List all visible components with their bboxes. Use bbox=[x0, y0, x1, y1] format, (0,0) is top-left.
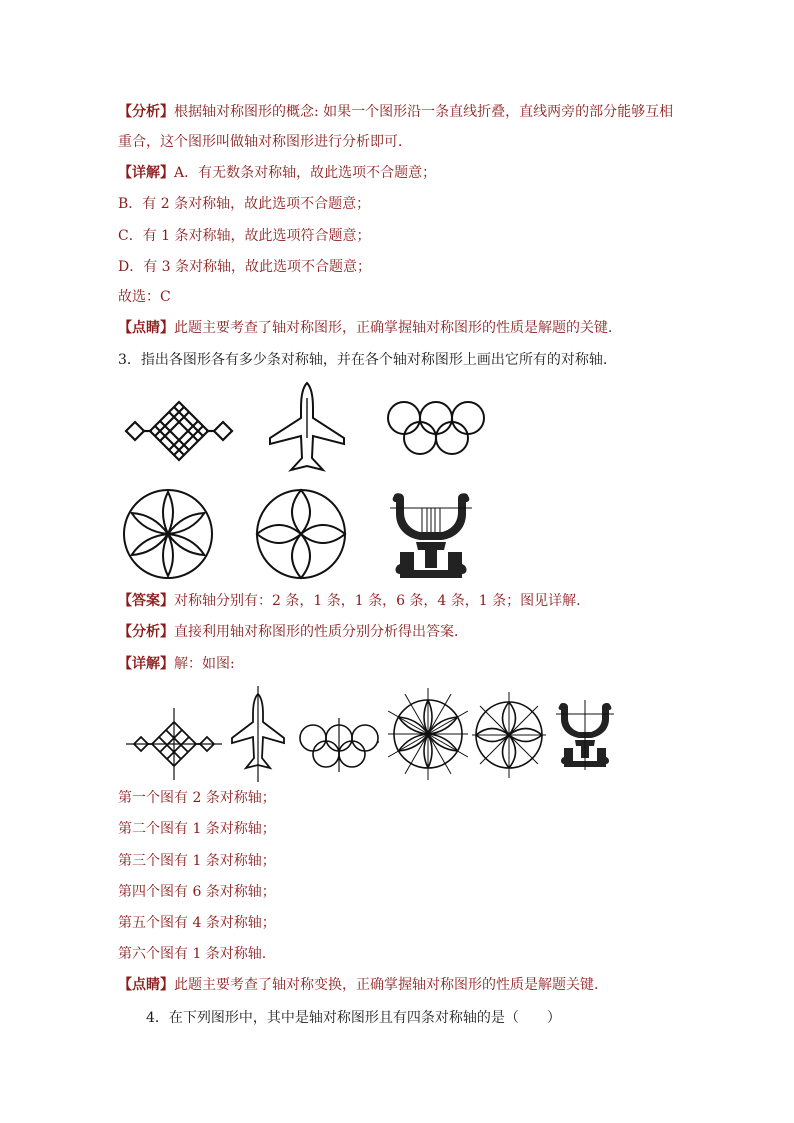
detail-a-text: A．有无数条对称轴，故此选项不合题意； bbox=[174, 165, 437, 181]
q3-result-3: 第三个图有 1 条对称轴； bbox=[118, 853, 276, 869]
answer-tag: 【答案】 bbox=[118, 593, 174, 609]
q2-detail-b: B．有 2 条对称轴，故此选项不合题意； bbox=[118, 196, 371, 212]
q3-question: 3．指出各图形各有多少条对称轴，并在各个轴对称图形上画出它所有的对称轴. bbox=[118, 352, 608, 368]
q4-question: 4．在下列图形中，其中是轴对称图形且有四条对称轴的是（ ） bbox=[146, 1010, 561, 1026]
six-petal-with-axes-figure bbox=[388, 686, 468, 782]
q2-analysis-line-2: 重合，这个图形叫做轴对称图形进行分析即可． bbox=[118, 134, 412, 150]
q3-result-1: 第一个图有 2 条对称轴； bbox=[118, 790, 276, 806]
q2-detail-c: C．有 1 条对称轴，故此选项符合题意； bbox=[118, 228, 371, 244]
q2-detail-a bbox=[118, 163, 436, 183]
q2-analysis-line-1 bbox=[118, 102, 673, 122]
q3-result-4: 第四个图有 6 条对称轴； bbox=[118, 884, 276, 900]
analysis-text: 直接利用轴对称图形的性质分别分析得出答案． bbox=[174, 624, 468, 640]
detail-tag: 【详解】 bbox=[118, 656, 174, 672]
chinese-knot-figure bbox=[122, 398, 236, 464]
six-petal-figure bbox=[120, 486, 216, 582]
q3-result-2: 第二个图有 1 条对称轴； bbox=[118, 821, 276, 837]
answer-text: 对称轴分别有：2 条，1 条，1 条，6 条，4 条，1 条；图见详解. bbox=[174, 593, 581, 609]
q3-answer bbox=[118, 591, 581, 611]
comment-tag: 【点睛】 bbox=[118, 320, 174, 336]
q3-result-5: 第五个图有 4 条对称轴； bbox=[118, 915, 276, 931]
four-petal-with-axes-figure bbox=[470, 690, 548, 780]
q2-choice: 故选：C bbox=[118, 289, 171, 305]
analysis-text: 根据轴对称图形的概念: 如果一个图形沿一条直线折叠，直线两旁的部分能够互相 bbox=[174, 104, 674, 120]
detail-tag: 【详解】 bbox=[118, 165, 174, 181]
four-petal-figure bbox=[253, 486, 349, 582]
olympic-rings-figure bbox=[384, 400, 488, 458]
q2-detail-d: D．有 3 条对称轴，故此选项不合题意； bbox=[118, 259, 372, 275]
q3-detail bbox=[118, 654, 235, 674]
q2-comment bbox=[118, 318, 622, 338]
lyre-figure bbox=[386, 490, 476, 582]
rings-with-axis-figure bbox=[296, 716, 382, 774]
comment-text: 此题主要考查了轴对称变换，正确掌握轴对称图形的性质是解题关键． bbox=[174, 977, 608, 993]
lyre-with-axis-figure bbox=[554, 700, 616, 770]
knot-with-axes-figure bbox=[124, 706, 224, 782]
airplane-figure bbox=[266, 380, 348, 476]
airplane-with-axis-figure bbox=[228, 686, 288, 782]
detail-text: 解：如图: bbox=[174, 656, 235, 672]
q3-result-6: 第六个图有 1 条对称轴. bbox=[118, 946, 267, 962]
q3-analysis bbox=[118, 622, 468, 642]
q3-comment bbox=[118, 975, 608, 995]
analysis-tag: 【分析】 bbox=[118, 624, 174, 640]
analysis-tag: 【分析】 bbox=[118, 104, 174, 120]
comment-text: 此题主要考查了轴对称图形，正确掌握轴对称图形的性质是解题的关键． bbox=[174, 320, 622, 336]
comment-tag: 【点睛】 bbox=[118, 977, 174, 993]
